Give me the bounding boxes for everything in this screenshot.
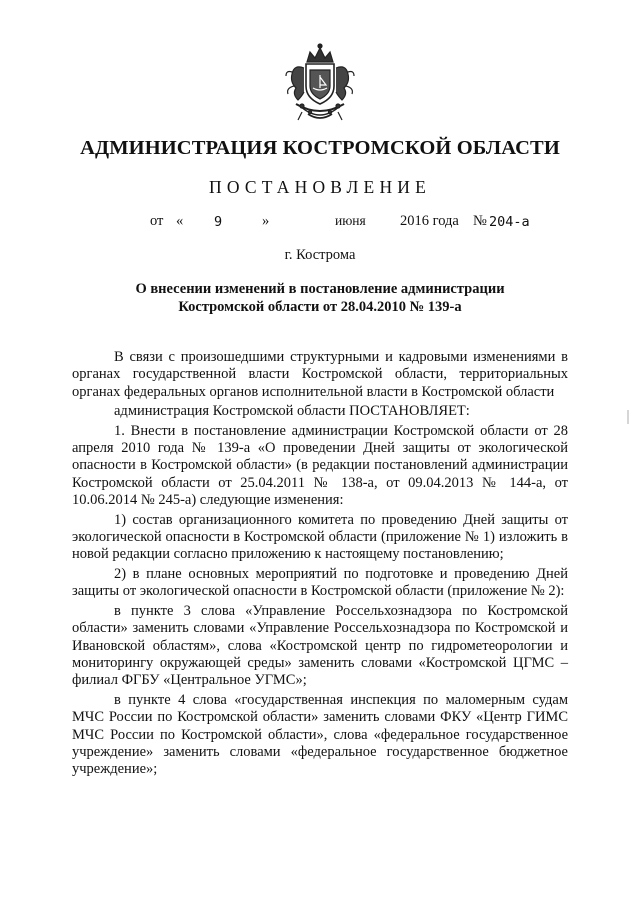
- date-month: июня: [335, 213, 366, 228]
- paragraph-subitem-1: 1) состав организационного комитета по проведению Дней защиты от экологической опасности в Костромской области (приложение № 1) изложить в новой редакции согласно приложению к настоящему постановлению;: [72, 511, 568, 563]
- city: г. Кострома: [284, 247, 356, 263]
- date-open-quote: «: [176, 213, 184, 229]
- document-body: [72, 349, 568, 781]
- date-year: 2016 года: [400, 213, 459, 229]
- paragraph-subitem-2: 2) в плане основных мероприятий по подготовке и проведению Дней защиты от экологической опасности в Костромской области (приложение № 2):: [72, 565, 568, 600]
- paragraph-point-4: в пункте 4 слова «государственная инспекция по маломерным судам МЧС России по Костромской области» заменить словами ФКУ «Центр ГИМС МЧС России по Костромской области», слова «федеральное государственное учреждение» заменить словами «федеральное государственное бюджетное учреждение»;: [72, 691, 568, 778]
- title-line-1: О внесении изменений в постановление администрации: [135, 281, 505, 297]
- document-number: 204-а: [489, 214, 530, 230]
- number-sign: №: [473, 213, 487, 229]
- paragraph-point-3: в пункте 3 слова «Управление Россельхознадзора по Костромской области» заменить словами «Управление Россельхознадзора по Костромской и Ивановской областям», слова «Костромской центр по гидрометеорологии и мониторингу окружающей среды» заменить словами «Костромской ЦГМС – филиал ФГБУ «Центральное УГМС»;: [72, 602, 568, 689]
- paragraph-preamble: В связи с произошедшими структурными и кадровыми изменениями в органах государственной власти Костромской области, территориальных органах федеральных органов исполнительной власти в Костромской области: [72, 349, 568, 400]
- document-type: ПОСТАНОВЛЕНИЕ: [208, 177, 432, 197]
- document-title: [0, 280, 640, 316]
- date-prefix: от: [150, 213, 164, 229]
- scan-mark: [627, 410, 629, 424]
- paragraph-item-1: 1. Внести в постановление администрации Костромской области от 28 апреля 2010 года № 139-а «О проведении Дней защиты от экологической опасности в Костромской области» (в редакции постановлений администрации Костромской области от 25.04.2011 № 138-а, от 09.04.2013 № 144-а, от 10.06.2014 № 245-а) следующие изменения:: [72, 422, 568, 509]
- paragraph-resolves: администрация Костромской области ПОСТАНОВЛЯЕТ:: [114, 403, 470, 420]
- organization-name: АДМИНИСТРАЦИЯ КОСТРОМСКОЙ ОБЛАСТИ: [80, 137, 560, 159]
- date-day: 9: [214, 214, 223, 230]
- date-close-quote: »: [262, 213, 270, 229]
- title-line-2: Костромской области от 28.04.2010 № 139-а: [178, 299, 462, 315]
- coat-of-arms-icon: [274, 42, 366, 130]
